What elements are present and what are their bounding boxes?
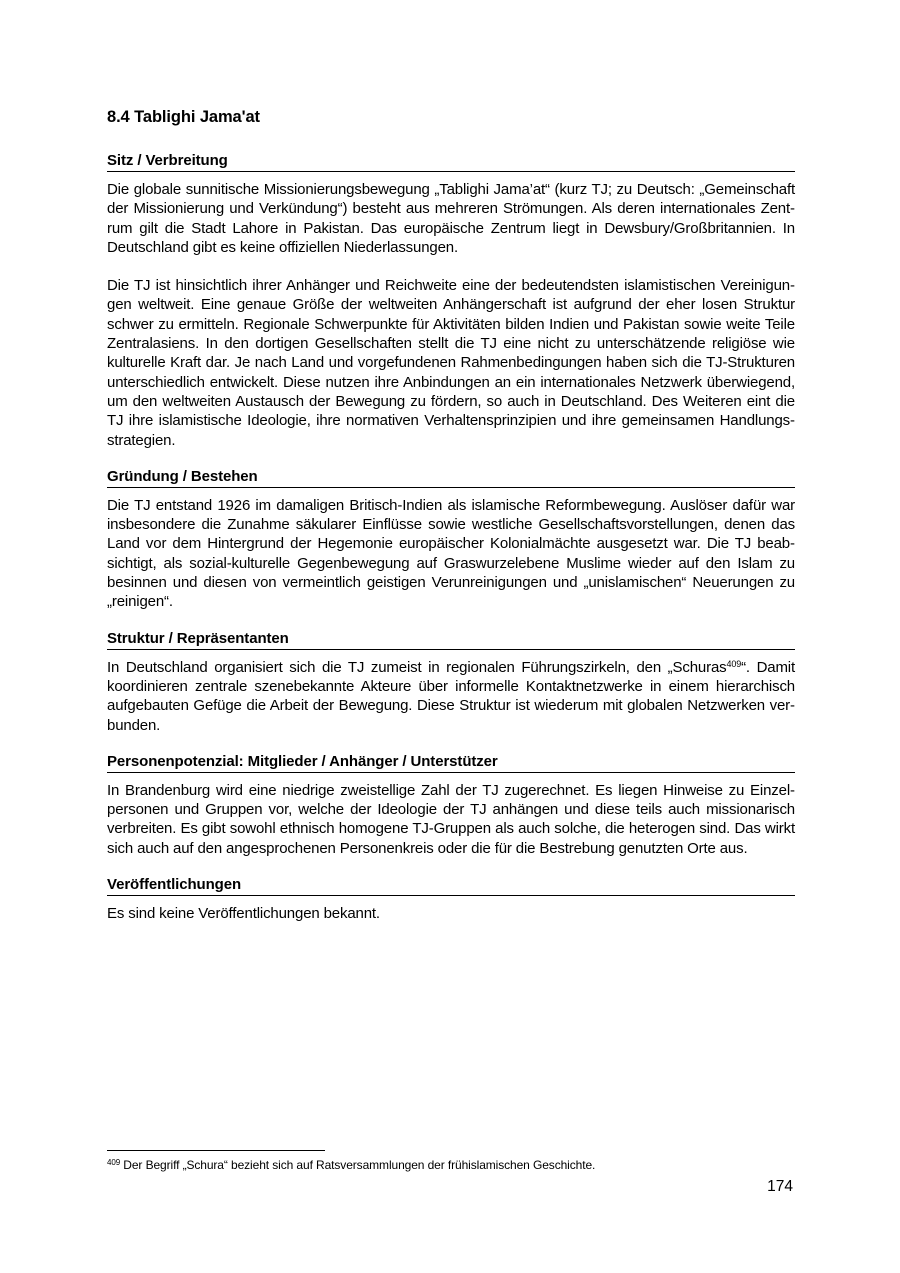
section-heading: Veröffentlichungen: [107, 875, 795, 896]
footnote-reference[interactable]: 409: [726, 658, 742, 669]
footnote-text: Der Begriff „Schura“ bezieht sich auf Ratsversammlungen der frühislamischen Geschichte.: [120, 1158, 596, 1172]
section-heading: Gründung / Bestehen: [107, 467, 795, 488]
section-heading: Struktur / Repräsentanten: [107, 629, 795, 650]
footnote-number: 409: [107, 1158, 121, 1167]
paragraph-text: “. Damit koordinieren zentrale szenebekannte Akteure über informelle Kontaktnetzwerke in einem hierarchisch aufgebauten Gefüge die Arbeit der Bewegung. Diese Struktur ist wiederum mit globalen Netzwerken verbunden.: [107, 658, 795, 734]
footnote: [107, 1158, 795, 1173]
paragraph: In Brandenburg wird eine niedrige zweistellige Zahl der TJ zugerechnet. Es liegen Hinweise zu Einzelpersonen und Gruppen vor, welche der Ideologie der TJ anhängen und diese teils auch missionarisch verbreiten. Es gibt sowohl ethnisch homogene TJ-Gruppen als auch solche, die heterogen sind. Das wirkt sich auch auf den angesprochenen Personenkreis oder die für die Bestrebung genutzten Orte aus.: [107, 781, 795, 857]
page-number: 174: [767, 1178, 793, 1195]
section-heading: Personenpotenzial: Mitglieder / Anhänger / Unterstützer: [107, 752, 795, 773]
page-content: [107, 108, 795, 940]
section-gruendung-bestehen: [107, 467, 795, 612]
paragraph: Es sind keine Veröffentlichungen bekannt.: [107, 905, 380, 923]
paragraph-text: In Deutschland organisiert sich die TJ zumeist in regionalen Führungszirkeln, den „Schuras: [107, 658, 727, 676]
section-veroeffentlichungen: [107, 875, 795, 923]
footnote-separator: [107, 1150, 325, 1151]
section-struktur-repraesentanten: [107, 629, 795, 735]
chapter-title: 8.4 Tablighi Jama'at: [107, 108, 260, 126]
section-personenpotenzial: [107, 752, 795, 858]
section-sitz-verbreitung: [107, 151, 795, 450]
paragraph: Die TJ entstand 1926 im damaligen Britisch-Indien als islamische Reformbewegung. Auslöser dafür war insbesondere die Zunahme säkularer Einflüsse sowie westliche Gesellschaftsvorstellungen, denen das Land vor dem Hintergrund der Hegemonie europäischer Kolonialmächte ausgesetzt war. Die TJ beabsichtigt, als sozial-kulturelle Gegenbewegung auf Graswurzelebene Muslime wieder auf den Islam zu besinnen und diesen von vermeintlich geistigen Verunreinigungen und „unislamischen“ Neuerungen zu „reinigen“.: [107, 496, 795, 611]
paragraph: Die TJ ist hinsichtlich ihrer Anhänger und Reichweite eine der bedeutendsten islamistischen Vereinigungen weltweit. Eine genaue Größe der weltweiten Anhängerschaft ist aufgrund der eher losen Struktur schwer zu ermitteln. Regionale Schwerpunkte für Aktivitäten bilden Indien und Pakistan sowie weite Teile Zentralasiens. In den dortigen Gesellschaften stellt die TJ eine nicht zu unterschätzende religiöse wie kulturelle Kraft dar. Je nach Land und vorgefundenen Rahmenbedingungen haben sich die TJ-Strukturen unterschiedlich entwickelt. Diese nutzen ihre Anbindungen an ein internationales Netzwerk überwiegend, um den weltweiten Austausch der Bewegung zu fördern, so auch in Deutschland. Des Weiteren eint die TJ ihre islamistische Ideologie, ihre normativen Verhaltensprinzipien und ihre gemeinsamen Handlungsstrategien.: [107, 277, 795, 449]
section-heading: Sitz / Verbreitung: [107, 151, 795, 172]
paragraph: Die globale sunnitische Missionierungsbewegung „Tablighi Jama’at“ (kurz TJ; zu Deutsch: „Gemeinschaft der Missionierung und Verkündung“) besteht aus mehreren Strömungen. Als deren internationales Zentrum gilt die Stadt Lahore in Pakistan. Das europäische Zentrum liegt in Dewsbury/Großbritannien. In Deutschland gibt es keine offiziellen Niederlassungen.: [107, 181, 795, 256]
paragraph: [107, 658, 795, 735]
